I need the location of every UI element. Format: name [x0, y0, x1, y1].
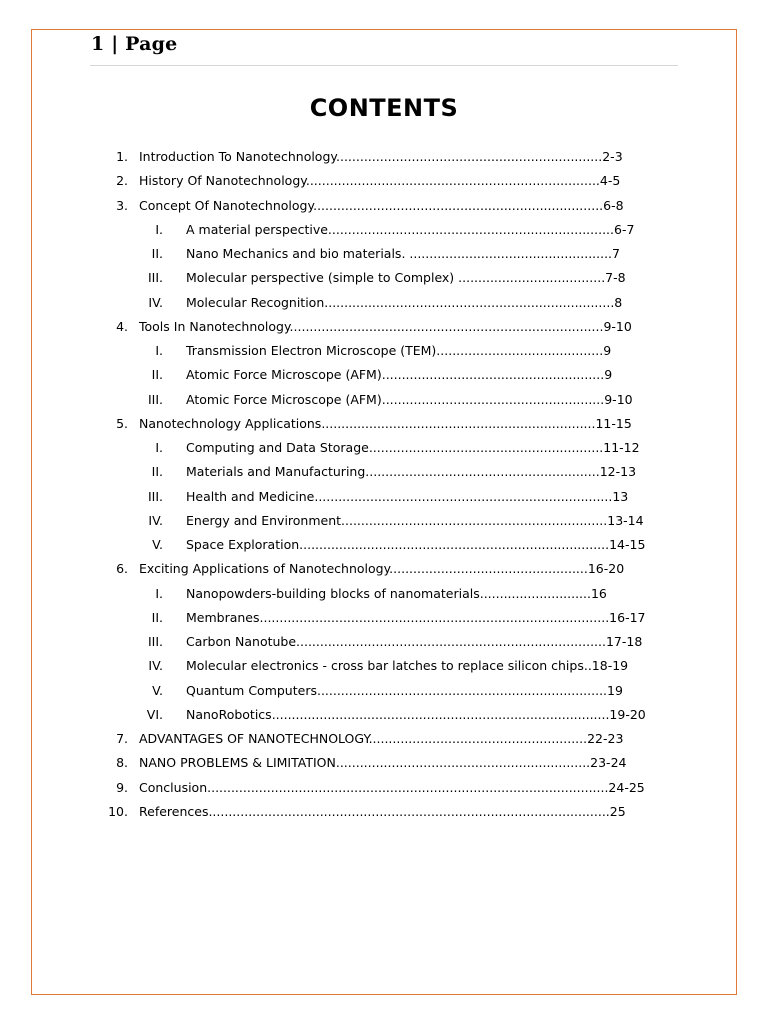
toc-entry-text: Health and Medicine...........................................................................13 [186, 488, 629, 504]
toc-entry-text: History Of Nanotechnology..........................................................................4-5 [139, 173, 621, 189]
toc-entry-text: Nanotechnology Applications.....................................................................11-15 [139, 415, 632, 431]
toc-entry-number: II. [151, 246, 163, 261]
toc-entry-number: I. [155, 585, 163, 601]
toc-entry-number: 4. [116, 318, 128, 334]
toc-entry-number: II. [151, 609, 163, 625]
toc-entry-number: 10. [108, 803, 128, 819]
contents-title: CONTENTS [309, 94, 459, 122]
toc-entry-text: A material perspective........................................................................6-7 [186, 221, 635, 237]
toc-entry-text: Conclusion.....................................................................................................24-25 [139, 779, 645, 795]
toc-entry-text: Atomic Force Microscope (AFM)........................................................9-10 [186, 391, 633, 407]
toc-entry-text: Tools In Nanotechnology...............................................................................9-10 [139, 318, 632, 334]
toc-entry-text: ADVANTAGES OF NANOTECHNOLOGY.......................................................22-23 [139, 731, 624, 746]
toc-entry-number: V. [152, 682, 163, 698]
toc-entry-text: Molecular electronics - cross bar latches to replace silicon chips..18-19 [186, 658, 629, 674]
toc-entry-text: Transmission Electron Microscope (TEM)..........................................9 [186, 343, 612, 358]
toc-entry-number: 7. [116, 731, 128, 746]
toc-entry-text: References.....................................................................................................25 [139, 803, 626, 819]
toc-entry-number: 5. [116, 415, 128, 431]
toc-entry-number: III. [147, 391, 163, 407]
toc-entry-number: IV. [148, 658, 163, 674]
toc-entry-text: Materials and Manufacturing...........................................................12-13 [186, 464, 637, 480]
toc-entry-number: II. [151, 464, 163, 480]
page-number-header: 1 | Page [91, 33, 178, 55]
toc-entry-text: NanoRobotics.....................................................................................19-20 [186, 706, 646, 722]
toc-entry-text: Atomic Force Microscope (AFM)........................................................9 [186, 367, 613, 383]
toc-entry-text: Molecular Recognition.........................................................................8 [186, 294, 623, 310]
toc-entry-text: Molecular perspective (simple to Complex) .....................................7-8 [186, 270, 626, 286]
toc-entry-text: NANO PROBLEMS & LIMITATION................................................................23-24 [139, 755, 627, 771]
toc-entry-number: 2. [116, 173, 128, 189]
toc-entry-number: I. [155, 440, 163, 455]
toc-entry-text: Introduction To Nanotechnology...................................................................2-3 [139, 149, 623, 164]
toc-entry-text: Computing and Data Storage...........................................................11-12 [186, 440, 640, 455]
toc-entry-text: Space Exploration..............................................................................14-15 [186, 537, 646, 552]
toc-entry-number: III. [147, 488, 163, 504]
toc-entry-number: 3. [116, 197, 128, 213]
toc-entry-number: 9. [116, 779, 128, 795]
header-divider [90, 65, 678, 66]
toc-entry-text: Membranes........................................................................................16-17 [186, 609, 646, 625]
toc-entry-number: 8. [116, 755, 128, 771]
toc-entry-number: I. [155, 343, 163, 358]
toc-entry-text: Nano Mechanics and bio materials. ...................................................7 [186, 246, 620, 261]
toc-entry-number: I. [155, 221, 163, 237]
toc-entry-number: III. [147, 634, 163, 649]
toc-entry-number: III. [147, 270, 163, 286]
toc-entry-number: 1. [116, 149, 128, 164]
toc-entry-number: II. [151, 367, 163, 383]
toc-entry-text: Carbon Nanotube..............................................................................17-18 [186, 634, 643, 649]
toc-entry-number: IV. [148, 512, 163, 528]
toc-entry-text: Energy and Environment...................................................................13-14 [186, 512, 644, 528]
toc-entry-text: Concept Of Nanotechnology.........................................................................6-8 [139, 197, 624, 213]
toc-entry-number: VI. [146, 706, 163, 722]
toc-entry-text: Exciting Applications of Nanotechnology..................................................16-20 [139, 561, 625, 577]
toc-entry-text: Quantum Computers.........................................................................19 [186, 682, 623, 698]
toc-entry-text: Nanopowders-building blocks of nanomaterials............................16 [186, 585, 607, 601]
toc-entry-number: 6. [116, 561, 128, 577]
toc-entry-number: V. [152, 537, 163, 552]
toc-entry-number: IV. [148, 294, 163, 310]
